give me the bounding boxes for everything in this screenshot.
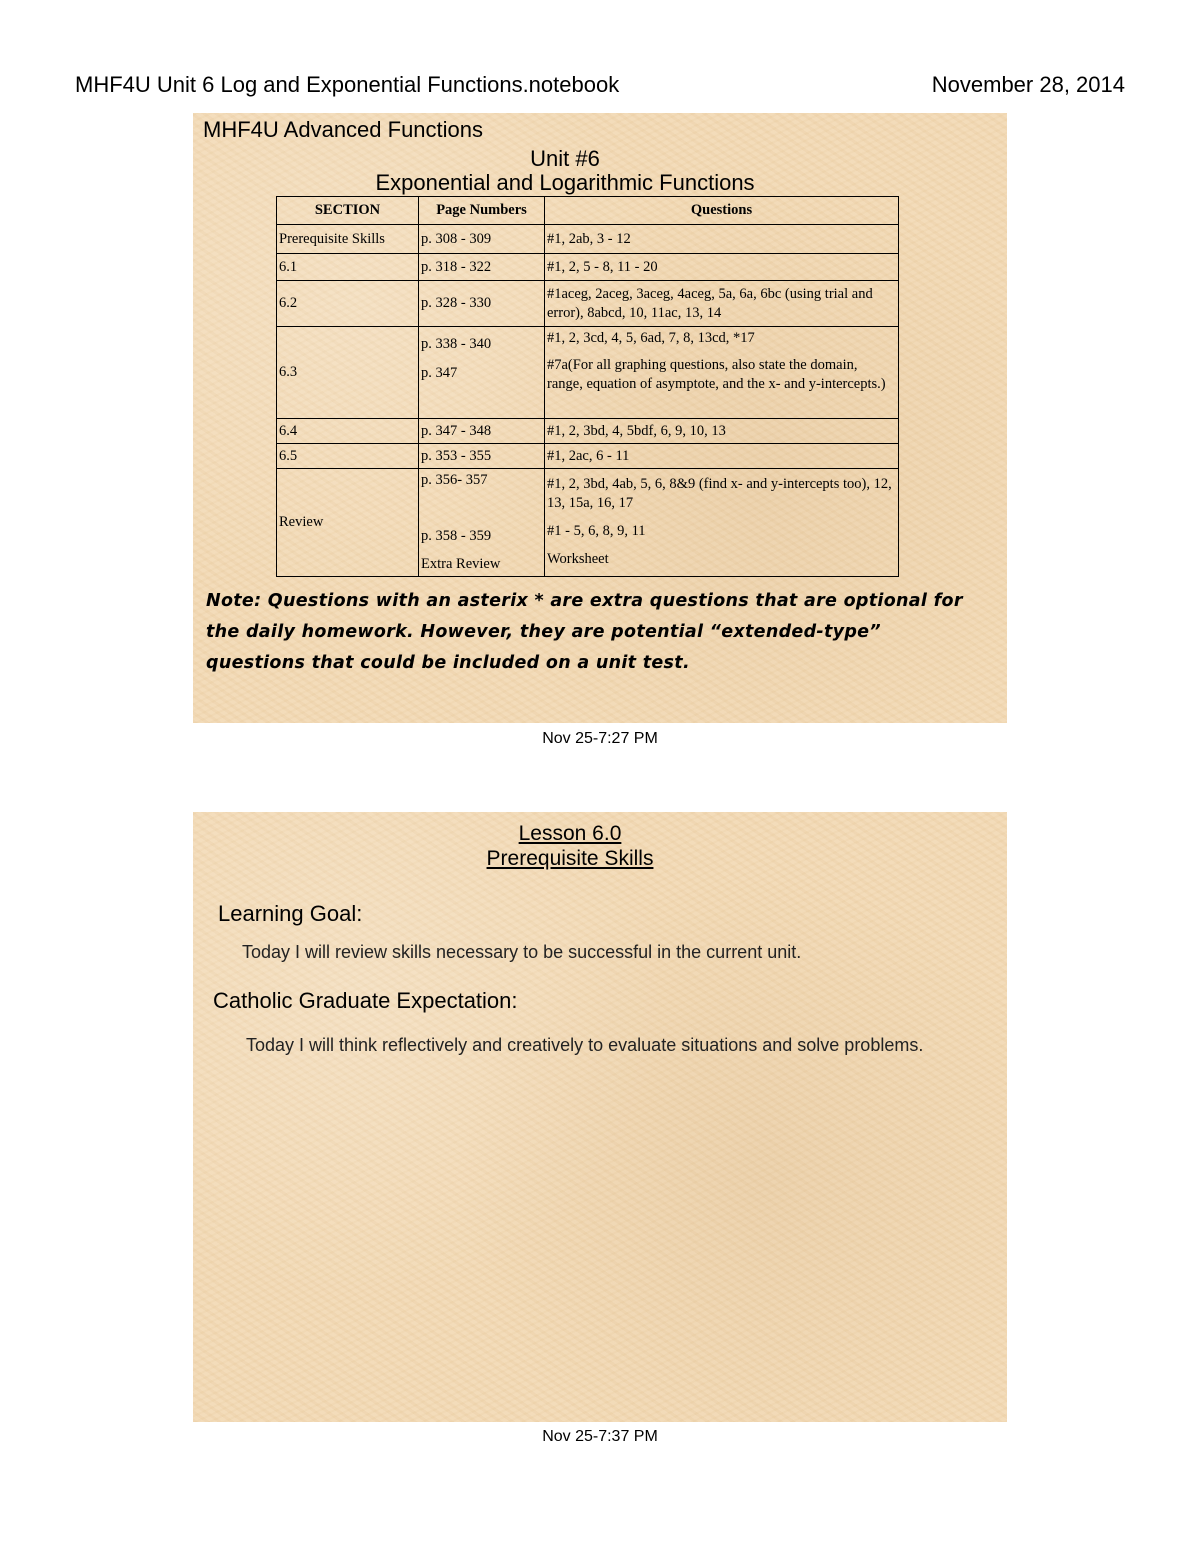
- pages-line: p. 347: [421, 365, 458, 381]
- cell-section: 6.5: [277, 444, 419, 469]
- table-row: [277, 419, 899, 444]
- questions-line: Worksheet: [547, 551, 609, 567]
- pages-line: Extra Review: [421, 556, 501, 572]
- homework-schedule-table: [276, 196, 899, 577]
- cge-heading: Catholic Graduate Expectation:: [213, 988, 518, 1013]
- cell-pages: p. 347 - 348: [419, 419, 545, 444]
- cell-pages: [419, 469, 545, 577]
- table-row: [277, 254, 899, 281]
- slide-timestamp: Nov 25-7:37 PM: [542, 1428, 658, 1445]
- slide-timestamp: Nov 25-7:27 PM: [542, 730, 658, 747]
- unit-title: Exponential and Logarithmic Functions: [375, 170, 755, 195]
- cell-pages: p. 353 - 355: [419, 444, 545, 469]
- cell-questions: [545, 327, 899, 419]
- slide-lesson-intro: [193, 812, 1007, 1422]
- pages-line: p. 338 - 340: [421, 336, 492, 352]
- cell-section: Prerequisite Skills: [277, 225, 419, 254]
- questions-line: #1, 2, 3bd, 4ab, 5, 6, 8&9 (find x- and y-intercepts too), 12, 13, 15a, 16, 17: [547, 476, 892, 511]
- questions-line: #1 - 5, 6, 8, 9, 11: [547, 523, 646, 539]
- table-header-row: [277, 197, 899, 225]
- header-questions: Questions: [545, 197, 899, 225]
- course-title: MHF4U Advanced Functions: [203, 117, 484, 142]
- table-row: [277, 469, 899, 577]
- learning-goal-text: Today I will review skills necessary to be successful in the current unit.: [242, 942, 802, 962]
- pages-line: p. 358 - 359: [421, 528, 492, 544]
- table-row: [277, 444, 899, 469]
- cell-questions: #1, 2, 5 - 8, 11 - 20: [545, 254, 899, 281]
- lesson-title: Prerequisite Skills: [486, 847, 654, 870]
- slide-unit-overview: [193, 113, 1007, 723]
- questions-line: #1, 2, 3cd, 4, 5, 6ad, 7, 8, 13cd, *17: [547, 330, 755, 346]
- cell-pages: p. 328 - 330: [419, 281, 545, 327]
- learning-goal-heading: Learning Goal:: [218, 901, 363, 926]
- lesson-number: Lesson 6.0: [518, 822, 622, 845]
- notebook-title: MHF4U Unit 6 Log and Exponential Functions.notebook: [75, 72, 620, 97]
- cell-questions: #1, 2ac, 6 - 11: [545, 444, 899, 469]
- cell-pages: p. 318 - 322: [419, 254, 545, 281]
- cell-section: 6.1: [277, 254, 419, 281]
- homework-note: Note: Questions with an asterix * are extra questions that are optional for the daily homework. However, they are potential “extended-type” questions that could be included on a unit test.: [206, 591, 963, 673]
- cell-questions: #1aceg, 2aceg, 3aceg, 4aceg, 5a, 6a, 6bc (using trial and error), 8abcd, 10, 11ac, 13, 14: [545, 281, 899, 327]
- questions-line: #7a(For all graphing questions, also state the domain, range, equation of asymptote, and the x- and y-intercepts.): [547, 357, 886, 392]
- header-section: SECTION: [277, 197, 419, 225]
- header-page-numbers: Page Numbers: [419, 197, 545, 225]
- cell-pages: p. 308 - 309: [419, 225, 545, 254]
- cell-section: Review: [277, 469, 419, 577]
- table-row: [277, 225, 899, 254]
- cge-text: Today I will think reflectively and creatively to evaluate situations and solve problems.: [246, 1035, 924, 1055]
- pages-line: p. 356- 357: [421, 472, 488, 488]
- cell-questions: #1, 2ab, 3 - 12: [545, 225, 899, 254]
- table-row: [277, 327, 899, 419]
- cell-questions: [545, 469, 899, 577]
- table-row: [277, 281, 899, 327]
- cell-questions: #1, 2, 3bd, 4, 5bdf, 6, 9, 10, 13: [545, 419, 899, 444]
- cell-section: 6.4: [277, 419, 419, 444]
- cell-section: 6.3: [277, 327, 419, 419]
- cell-pages: [419, 327, 545, 419]
- cell-section: 6.2: [277, 281, 419, 327]
- notebook-date: November 28, 2014: [931, 72, 1125, 97]
- unit-number: Unit #6: [530, 146, 600, 171]
